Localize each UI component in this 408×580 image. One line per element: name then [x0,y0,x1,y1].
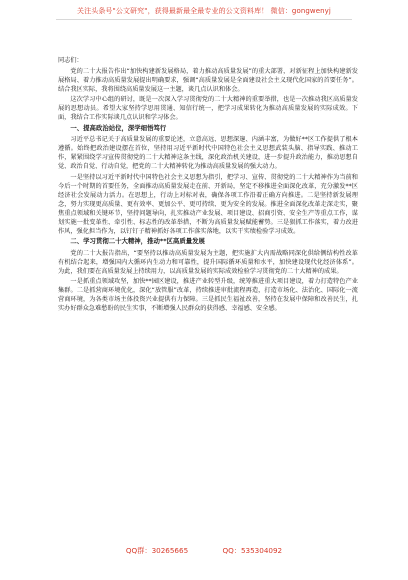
qq-text: QQ：535304092 [222,546,283,555]
section-paragraph: 党的二十大报告指出，“要坚持以推动高质量发展为主题，把实施扩大内需战略同深化供给侧结构性改革有机结合起来，增强国内大循环内生动力和可靠性，提升国际循环质量和水平，加快建设现代化经济体系”。为此，我们要在高质量发展上持续用力，以高质量发展的实际成效检验学习贯彻党的二十大精神的成果。 [58,249,358,275]
section-paragraph: 一是坚持以习近平新时代中国特色社会主义思想为指引，把学习、宣传、贯彻党的二十大精神作为当前和今后一个时期的首要任务，全面推动高质量发展走在前、开新局，坚定不移推进全面深化改革，充分激发**区经济社会发展动力活力。在思想上，行动上对标对表，确保各项工作沿着正确方向推进。二是坚持新发展理念，努力实现更高质量、更有效率、更加公平、更可持续、更为安全的发展。推进全面深化改革走深走实，聚焦重点领域和关键环节，坚持问题导向，扎实推动产业发展、项目建设、招商引资、安全生产等重点工作，谋划实施一批变革性、牵引性、标志性的改革举措，不断为高质量发展赋能蓄势。三是狠抓工作落实，着力改进作风，强化担当作为，以钉钉子精神抓好各项工作落实落地，以实干实绩检验学习成效。 [58,173,358,235]
section-heading: 一、提高政治站位，深学细悟笃行 [70,123,167,132]
footer-contact [0,546,408,562]
section-heading: 二、学习贯彻二十大精神，推动**区高质量发展 [70,237,205,246]
banner-text: 关注头条号"公文研究"，获得最新最全最专业的公文资料库！ 微信：gongwenyj [77,7,331,15]
banner-divider [56,19,352,20]
section-paragraph: 一是抓重点领域攻坚，加快**园区建设，推进产业转型升级，统筹推进重大项目建设，着力打造特色产业集群。二是抓营商环境优化，深化“放管服”改革，持续推进审批流程再造，打造市场化、法治化、国际化一流营商环境，为各类市场主体投资兴业提供有力保障。三是抓民生福祉改善，坚持在发展中保障和改善民生，扎实办好群众急难愁盼的民生实事，不断增强人民群众的获得感、幸福感、安全感。 [58,278,358,313]
intro-paragraph: 党的二十大报告作出“加快构建新发展格局，着力推动高质量发展”的重大部署，对新征程上加快构建新发展格局、着力推动高质量发展提出明确要求，强调“高质量发展是全面建设社会主义现代化国家的首要任务”。结合我区实际，我将围绕高质量发展这一主题，谈几点认识和体会。 [58,67,358,93]
header-banner [0,0,408,22]
document-body [58,56,358,544]
section-paragraph: 习近平总书记关于高质量发展的重要论述，立意高远、思想深邃、内涵丰富，为做好**区工作提供了根本遵循。始终把政治建设摆在首位，坚持用习近平新时代中国特色社会主义思想武装头脑、指导实践、推动工作，紧紧围绕学习宣传贯彻党的二十大精神这条主线，深化政治机关建设，进一步提升政治能力，推动思想自觉、政治自觉、行动自觉，把党的二十大精神转化为推动高质量发展的强大动力。 [58,136,358,171]
greeting: 同志们： [58,57,83,64]
qq-group-text: QQ群：30265665 [125,546,189,555]
intro-paragraph: 这次学习中心组的研讨，既是一次深入学习贯彻党的二十大精神的重要举措，也是一次推动我区高质量发展的思想动员。希望大家坚持学思用贯通、知信行统一，把学习成果转化为推动高质量发展的实际成效。下面，我结合工作实际谈几点认识和学习体会。 [58,96,358,122]
